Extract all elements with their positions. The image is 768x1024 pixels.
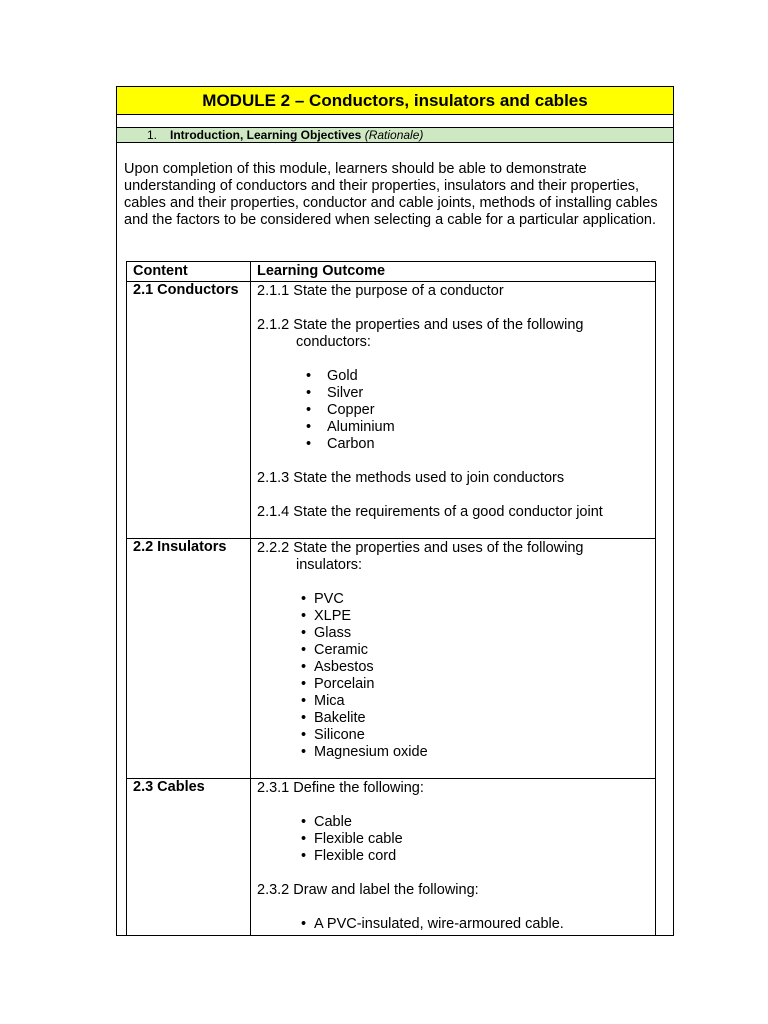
section-heading [117, 127, 673, 143]
list-item: • Copper [306, 402, 649, 419]
list-item: • Asbestos [301, 659, 649, 676]
list-item: • Gold [306, 368, 649, 385]
table-row [127, 779, 656, 937]
list-item: • PVC [301, 591, 649, 608]
conductor-list [257, 368, 649, 453]
outcome-text: 2.3.1 Define the following: [257, 780, 424, 796]
list-item: • Porcelain [301, 676, 649, 693]
list-item: • XLPE [301, 608, 649, 625]
section-label [170, 128, 423, 142]
module-frame [116, 86, 674, 936]
list-item: • Ceramic [301, 642, 649, 659]
list-item: • Carbon [306, 436, 649, 453]
table-row [127, 539, 656, 779]
topic-conductors: 2.1 Conductors [127, 282, 251, 539]
outcome-text: 2.1.3 State the methods used to join conductors [257, 470, 565, 486]
drawing-list [257, 916, 649, 933]
module-title: MODULE 2 – Conductors, insulators and cables [117, 87, 673, 115]
outcome-cell [251, 779, 656, 937]
list-item: • A PVC-insulated, wire-armoured cable. [301, 916, 649, 933]
table-row [127, 282, 656, 539]
outcome-text: 2.3.2 Draw and label the following: [257, 882, 479, 898]
list-item: • Mica [301, 693, 649, 710]
list-item: • Cable [301, 814, 649, 831]
outcome-text: 2.1.1 State the purpose of a conductor [257, 283, 504, 299]
list-item: • Magnesium oxide [301, 744, 649, 761]
list-item: • Aluminium [306, 419, 649, 436]
list-item: • Flexible cord [301, 848, 649, 865]
cable-list [257, 814, 649, 865]
section-number: 1. [147, 128, 158, 142]
list-item: • Bakelite [301, 710, 649, 727]
table-header-row [127, 262, 656, 282]
section-note: (Rationale) [364, 128, 424, 142]
learning-outcomes-table [126, 261, 656, 936]
outcome-cell [251, 282, 656, 539]
list-item: • Silicone [301, 727, 649, 744]
section-label-text: Introduction, Learning Objectives [170, 128, 362, 142]
outcome-cell [251, 539, 656, 779]
outcome-text: 2.1.2 State the properties and uses of the following conductors: [257, 317, 584, 350]
list-item: • Glass [301, 625, 649, 642]
outcome-text: 2.1.4 State the requirements of a good conductor joint [257, 504, 603, 520]
insulator-list [257, 591, 649, 761]
list-item: • Silver [306, 385, 649, 402]
header-content: Content [127, 262, 251, 282]
header-learning-outcome: Learning Outcome [251, 262, 656, 282]
list-item: • Flexible cable [301, 831, 649, 848]
topic-insulators: 2.2 Insulators [127, 539, 251, 779]
intro-paragraph: Upon completion of this module, learners should be able to demonstrate understanding of conductors and their properties, insulators and their properties, cables and their properties, conductor and cable joints, methods of installing cables and the factors to be considered when selecting a cable for a particular application. [124, 161, 658, 228]
outcome-text: 2.2.2 State the properties and uses of the following insulators: [257, 540, 584, 573]
topic-cables: 2.3 Cables [127, 779, 251, 937]
